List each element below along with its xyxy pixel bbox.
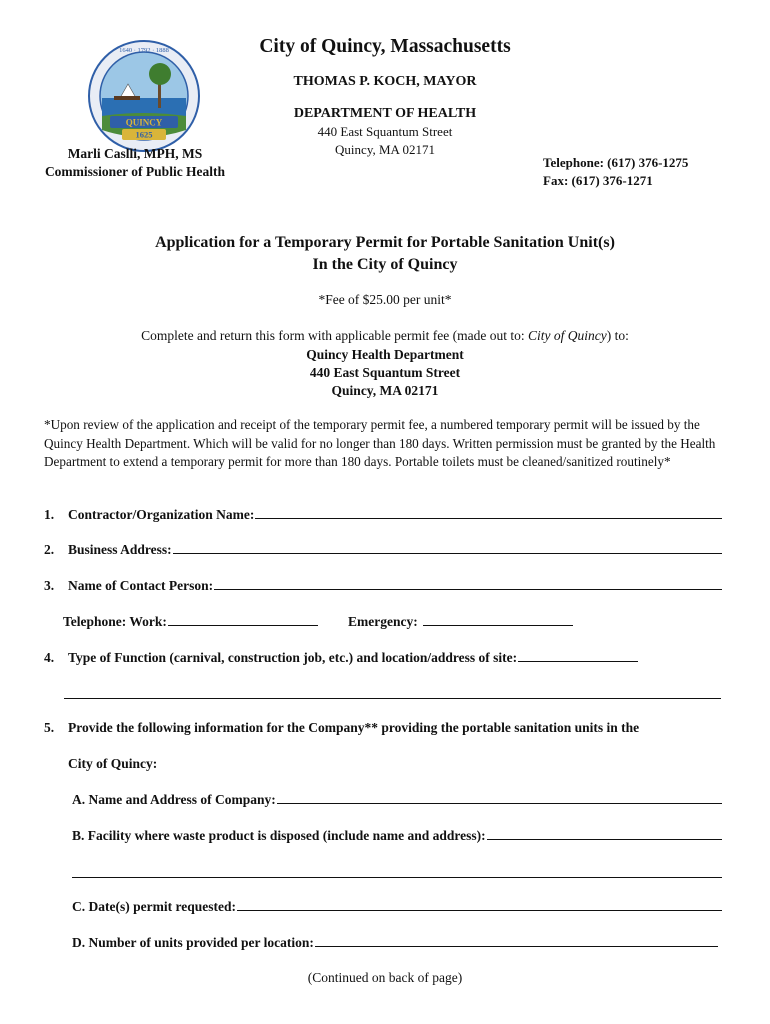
return-address-line3: Quincy, MA 02171 — [331, 383, 439, 398]
function-type-label: Type of Function (carnival, construction job, etc.) and location/address of site: — [68, 650, 518, 665]
department-address-line1: 440 East Squantum Street — [317, 124, 453, 139]
commissioner-block — [30, 145, 240, 181]
return-instructions — [0, 328, 770, 344]
form-title-line1: Application for a Temporary Permit for Portable Sanitation Unit(s) — [155, 234, 615, 251]
company-info-prompt — [44, 720, 639, 736]
emergency-phone-label: Emergency: — [348, 614, 418, 629]
contractor-name-input-line[interactable] — [255, 507, 722, 519]
company-info-continuation: City of Quincy: — [68, 756, 158, 771]
company-name-address-input-line[interactable] — [277, 792, 722, 804]
permit-dates-label: C. Date(s) permit requested: — [72, 899, 236, 914]
telephone-work-input-line[interactable] — [168, 614, 318, 626]
function-type-field — [44, 650, 638, 666]
business-address-field — [44, 542, 722, 558]
emergency-phone-field — [348, 614, 573, 630]
telephone-work-label: Telephone: Work: — [63, 614, 167, 629]
business-address-label: Business Address: — [68, 542, 172, 557]
permit-note: *Upon review of the application and receipt of the temporary permit fee, a numbered temporary permit will be issued by the Quincy Health Department. Which will be valid for no longer than 180 days. Written permission must be granted by the Health Department to extend a temporary permit for more than 180 days. Portable toilets must be cleaned/sanitized routinely* — [44, 417, 716, 469]
contact-person-label: Name of Contact Person: — [68, 578, 214, 593]
form-title-line2: In the City of Quincy — [312, 256, 458, 273]
city-title: City of Quincy, Massachusetts — [259, 36, 511, 57]
waste-facility-label: B. Facility where waste product is disposed (include name and address): — [72, 828, 486, 843]
q1-number: 1. — [44, 507, 55, 522]
waste-facility-input-line[interactable] — [487, 828, 722, 840]
commissioner-name: Marli Caslli, MPH, MS — [67, 146, 203, 161]
mayor-name: THOMAS P. KOCH, MAYOR — [293, 74, 477, 89]
q3-number: 3. — [44, 578, 55, 593]
company-name-address-field — [72, 792, 722, 808]
continued-notice: (Continued on back of page) — [307, 970, 463, 985]
department-name: DEPARTMENT OF HEALTH — [293, 106, 477, 121]
seal-banner-text: QUINCY — [125, 117, 163, 128]
q4-number: 4. — [44, 650, 55, 665]
company-name-address-label: A. Name and Address of Company: — [72, 792, 276, 807]
return-address — [0, 346, 770, 400]
contact-person-input-line[interactable] — [214, 578, 722, 590]
return-instructions-suffix: ) to: — [606, 328, 629, 343]
function-type-continuation-line[interactable] — [64, 698, 721, 699]
function-type-input-line[interactable] — [518, 650, 638, 662]
seal-ring-text: 1640 · 1792 · 1888 — [119, 47, 169, 54]
units-per-location-label: D. Number of units provided per location: — [72, 935, 314, 950]
business-address-input-line[interactable] — [173, 542, 722, 554]
return-address-line1: Quincy Health Department — [306, 347, 464, 362]
contractor-name-field — [44, 507, 722, 523]
return-address-line2: 440 East Squantum Street — [309, 365, 461, 380]
contractor-name-label: Contractor/Organization Name: — [68, 507, 255, 522]
return-instructions-prefix: Complete and return this form with applicable permit fee (made out to: — [141, 328, 529, 343]
fee-notice: *Fee of $25.00 per unit* — [318, 292, 452, 307]
emergency-phone-input-line[interactable] — [423, 614, 573, 626]
q2-number: 2. — [44, 542, 55, 557]
waste-facility-continuation-line[interactable] — [72, 877, 722, 878]
form-title — [0, 232, 770, 276]
telephone-number: Telephone: (617) 376-1275 — [543, 155, 689, 170]
payee-name: City of Quincy — [528, 328, 607, 343]
telephone-work-field — [63, 614, 318, 630]
permit-dates-input-line[interactable] — [237, 899, 722, 911]
commissioner-title: Commissioner of Public Health — [44, 164, 226, 179]
q5-number: 5. — [44, 720, 55, 735]
seal-year-text: 1625 — [135, 129, 153, 140]
permit-dates-field — [72, 899, 722, 915]
units-per-location-field — [72, 935, 718, 951]
fax-number: Fax: (617) 376-1271 — [543, 173, 653, 188]
company-info-label: Provide the following information for the Company** providing the portable sanitation units in the — [68, 720, 640, 735]
units-per-location-input-line[interactable] — [315, 935, 718, 947]
contact-person-field — [44, 578, 722, 594]
waste-facility-field — [72, 828, 722, 844]
contact-block — [543, 154, 688, 190]
department-address-line2: Quincy, MA 02171 — [335, 142, 435, 157]
